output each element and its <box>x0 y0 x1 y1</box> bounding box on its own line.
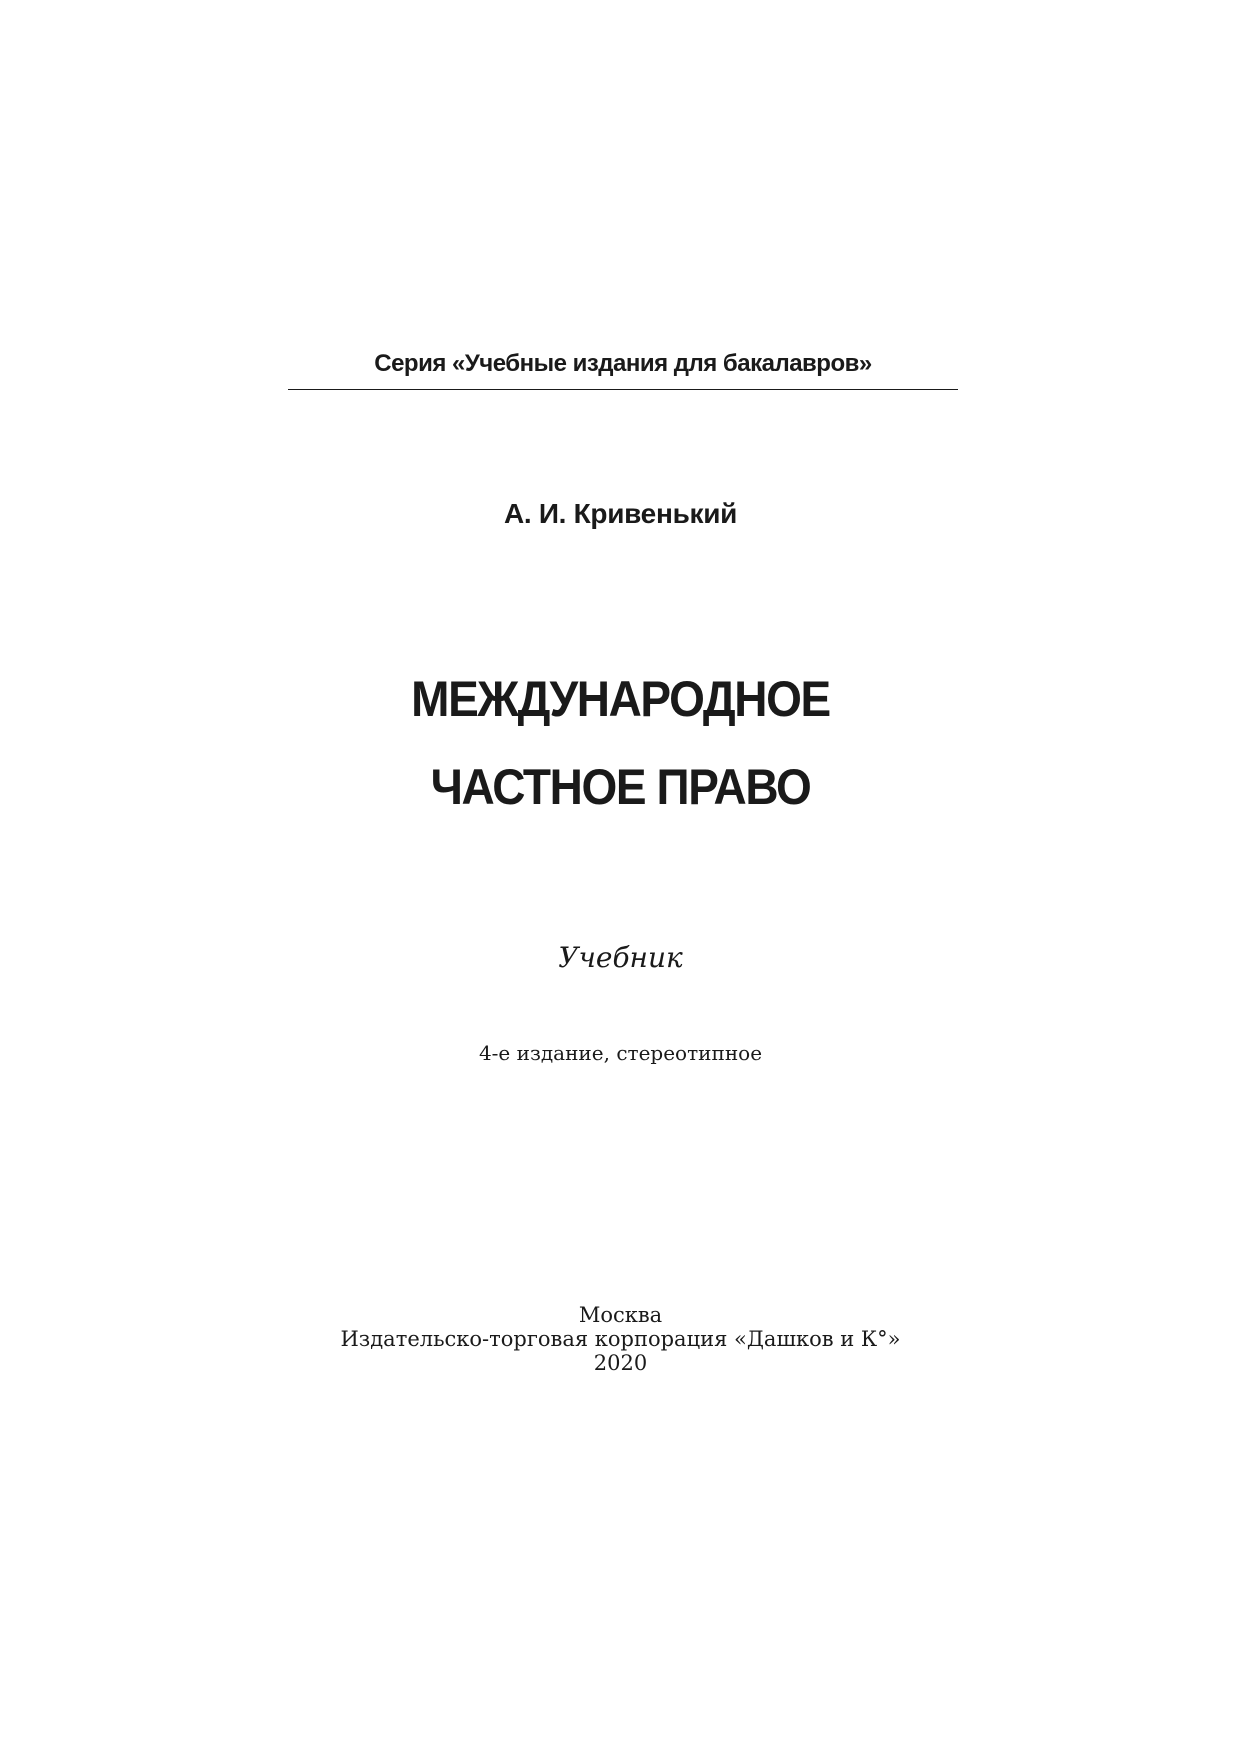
imprint-year: 2020 <box>593 1351 648 1375</box>
book-title-line-1: МЕЖДУНАРОДНОЕ <box>411 671 830 727</box>
book-title-line-2: ЧАСТНОЕ ПРАВО <box>430 759 811 815</box>
series-name: Серия «Учебные издания для бакалавров» <box>374 350 872 377</box>
series-divider <box>288 389 958 390</box>
imprint-block <box>0 1303 1241 1375</box>
edition-note: 4-е издание, стереотипное <box>478 1041 763 1065</box>
imprint-publisher: Издательско-торговая корпорация «Дашков и К°» <box>340 1327 901 1351</box>
book-genre: Учебник <box>558 941 683 974</box>
author-name: А. И. Кривенький <box>503 498 738 529</box>
imprint-city: Москва <box>578 1303 663 1327</box>
